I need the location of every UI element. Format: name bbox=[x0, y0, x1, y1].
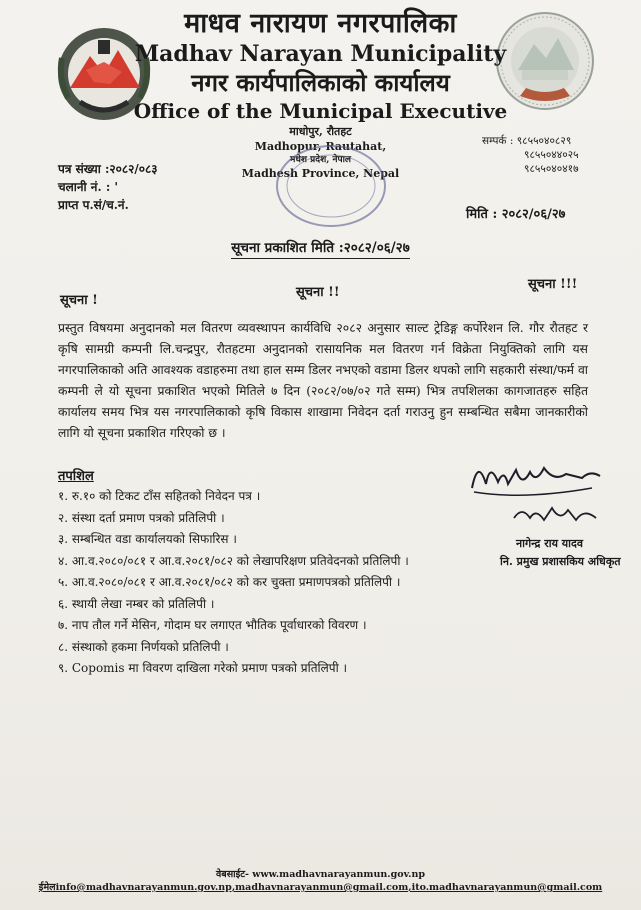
notice-heading-3: सूचना !!! bbox=[528, 277, 578, 292]
notice-heading-1: सूचना ! bbox=[60, 293, 98, 308]
contact-number-1: ९८५५०४०८२९ bbox=[516, 135, 572, 147]
details-item: ८. संस्थाको हकमा निर्णयको प्रतिलिपी । bbox=[58, 639, 229, 654]
office-stamp-icon bbox=[272, 138, 390, 234]
address-np-province: मधेश प्रदेश, नेपाल bbox=[290, 155, 351, 165]
notice-headings bbox=[60, 277, 585, 308]
footer-email: ईमेलinfo@madhavnarayanmun.gov.np,madhavnarayanmun@gmail.com,ito.madhavnarayanmun@gmail.com bbox=[38, 882, 603, 893]
notice-title-text: सूचना प्रकाशित मिति :२०८२/०६/२७ bbox=[231, 240, 409, 259]
contact-block bbox=[482, 134, 579, 176]
contact-label: सम्पर्क : bbox=[482, 135, 514, 147]
notice-body: प्रस्तुत विषयमा अनुदानको मल वितरण व्यवस्थापन कार्यविधि २०८२ अनुसार साल्ट ट्रेडिङ्ग कर्पोरेशन लि. गौर रौतहट र कृषि सामग्री कम्पनी लि.चन्द्रपुर, रौतहटमा अनुदानको रासायनिक मल वितरण गर्न विक्रेता नियुक्तिको लागि यस नगरपालिकाको अति आवश्यक वडाहरुमा तथा हाल सम्म डिलर नभएको वडामा डिलर थपको लागि सहकारी संस्था/फर्म वा कम्पनी ले यो सूचना प्रकाशित भएको मितिले ७ दिन (२०८२/०७/०२ गते सम्म) भित्र तपशिलका कागजातहरु सहित कार्यालय समय भित्र यस नगरपालिकाको कृषि विकास शाखामा निवेदन दर्ता गराउनु हुन सम्बन्धित सबैमा जानकारीको लागि यो सूचना प्रकाशित गरिएको छ । bbox=[58, 321, 588, 440]
details-item: २. संस्था दर्ता प्रमाण पत्रको प्रतिलिपी । bbox=[58, 510, 225, 525]
details-heading: तपशिल bbox=[58, 469, 94, 484]
office-name-np: नगर कार्यपालिकाको कार्यालय bbox=[191, 68, 450, 97]
address-en-province: Madhesh Province, Nepal bbox=[241, 167, 400, 180]
details-item: ७. नाप तौल गर्ने मेसिन, गोदाम घर लगाएत भौतिक पूर्वाधारको विवरण । bbox=[58, 618, 367, 632]
received-number: प्राप्त प.सं/च.नं. bbox=[58, 198, 129, 212]
office-name-en: Office of the Municipal Executive bbox=[133, 99, 508, 123]
address-np: माधोपुर, रौतहट bbox=[289, 125, 352, 138]
footer-website: वेबसाईट- www.madhavnarayanmun.gov.np bbox=[216, 869, 425, 880]
address-en: Madhopur, Rautahat, bbox=[254, 140, 387, 153]
notice-heading-2: सूचना !! bbox=[296, 285, 340, 300]
reference-block bbox=[58, 160, 158, 214]
details-item: १. रु.१० को टिकट टाँस सहितको निवेदन पत्र । bbox=[58, 489, 261, 503]
dispatch-number: चलानी नं. : ' bbox=[58, 180, 119, 194]
letter-number: पत्र संख्या :२०८२/०८३ bbox=[58, 162, 158, 176]
municipality-name-en: Madhav Narayan Municipality bbox=[134, 41, 507, 67]
handwritten-signature bbox=[464, 448, 614, 538]
signatory-name: नागेन्द्र राय यादव bbox=[516, 537, 583, 550]
details-item: ९. Copomis मा विवरण दाखिला गरेको प्रमाण पत्रको प्रतिलिपी । bbox=[58, 661, 348, 675]
details-item: ४. आ.व.२०८०/०८१ र आ.व.२०८१/०८२ को लेखापरिक्षण प्रतिवेदनको प्रतिलिपी । bbox=[58, 553, 409, 568]
details-item: ५. आ.व.२०८०/०८१ र आ.व.२०८१/०८२ को कर चुक्ता प्रमाणपत्रको प्रतिलिपी । bbox=[58, 575, 401, 589]
details-item: ६. स्थायी लेखा नम्बर को प्रतिलिपी । bbox=[58, 596, 215, 611]
footer bbox=[0, 868, 641, 894]
details-item: ३. सम्बन्धित वडा कार्यालयको सिफारिस । bbox=[58, 532, 237, 546]
contact-number-3: ९८५५०४०४१७ bbox=[524, 163, 579, 175]
contact-number-2: ९८५५०४४०२५ bbox=[524, 149, 579, 161]
municipality-name-np: माधव नारायण नगरपालिका bbox=[184, 8, 457, 39]
letter-date: मिति : २०८२/०६/२७ bbox=[466, 207, 566, 222]
signatory-title: नि. प्रमुख प्रशासकिय अधिकृत bbox=[500, 555, 621, 568]
notice-title bbox=[0, 238, 641, 256]
